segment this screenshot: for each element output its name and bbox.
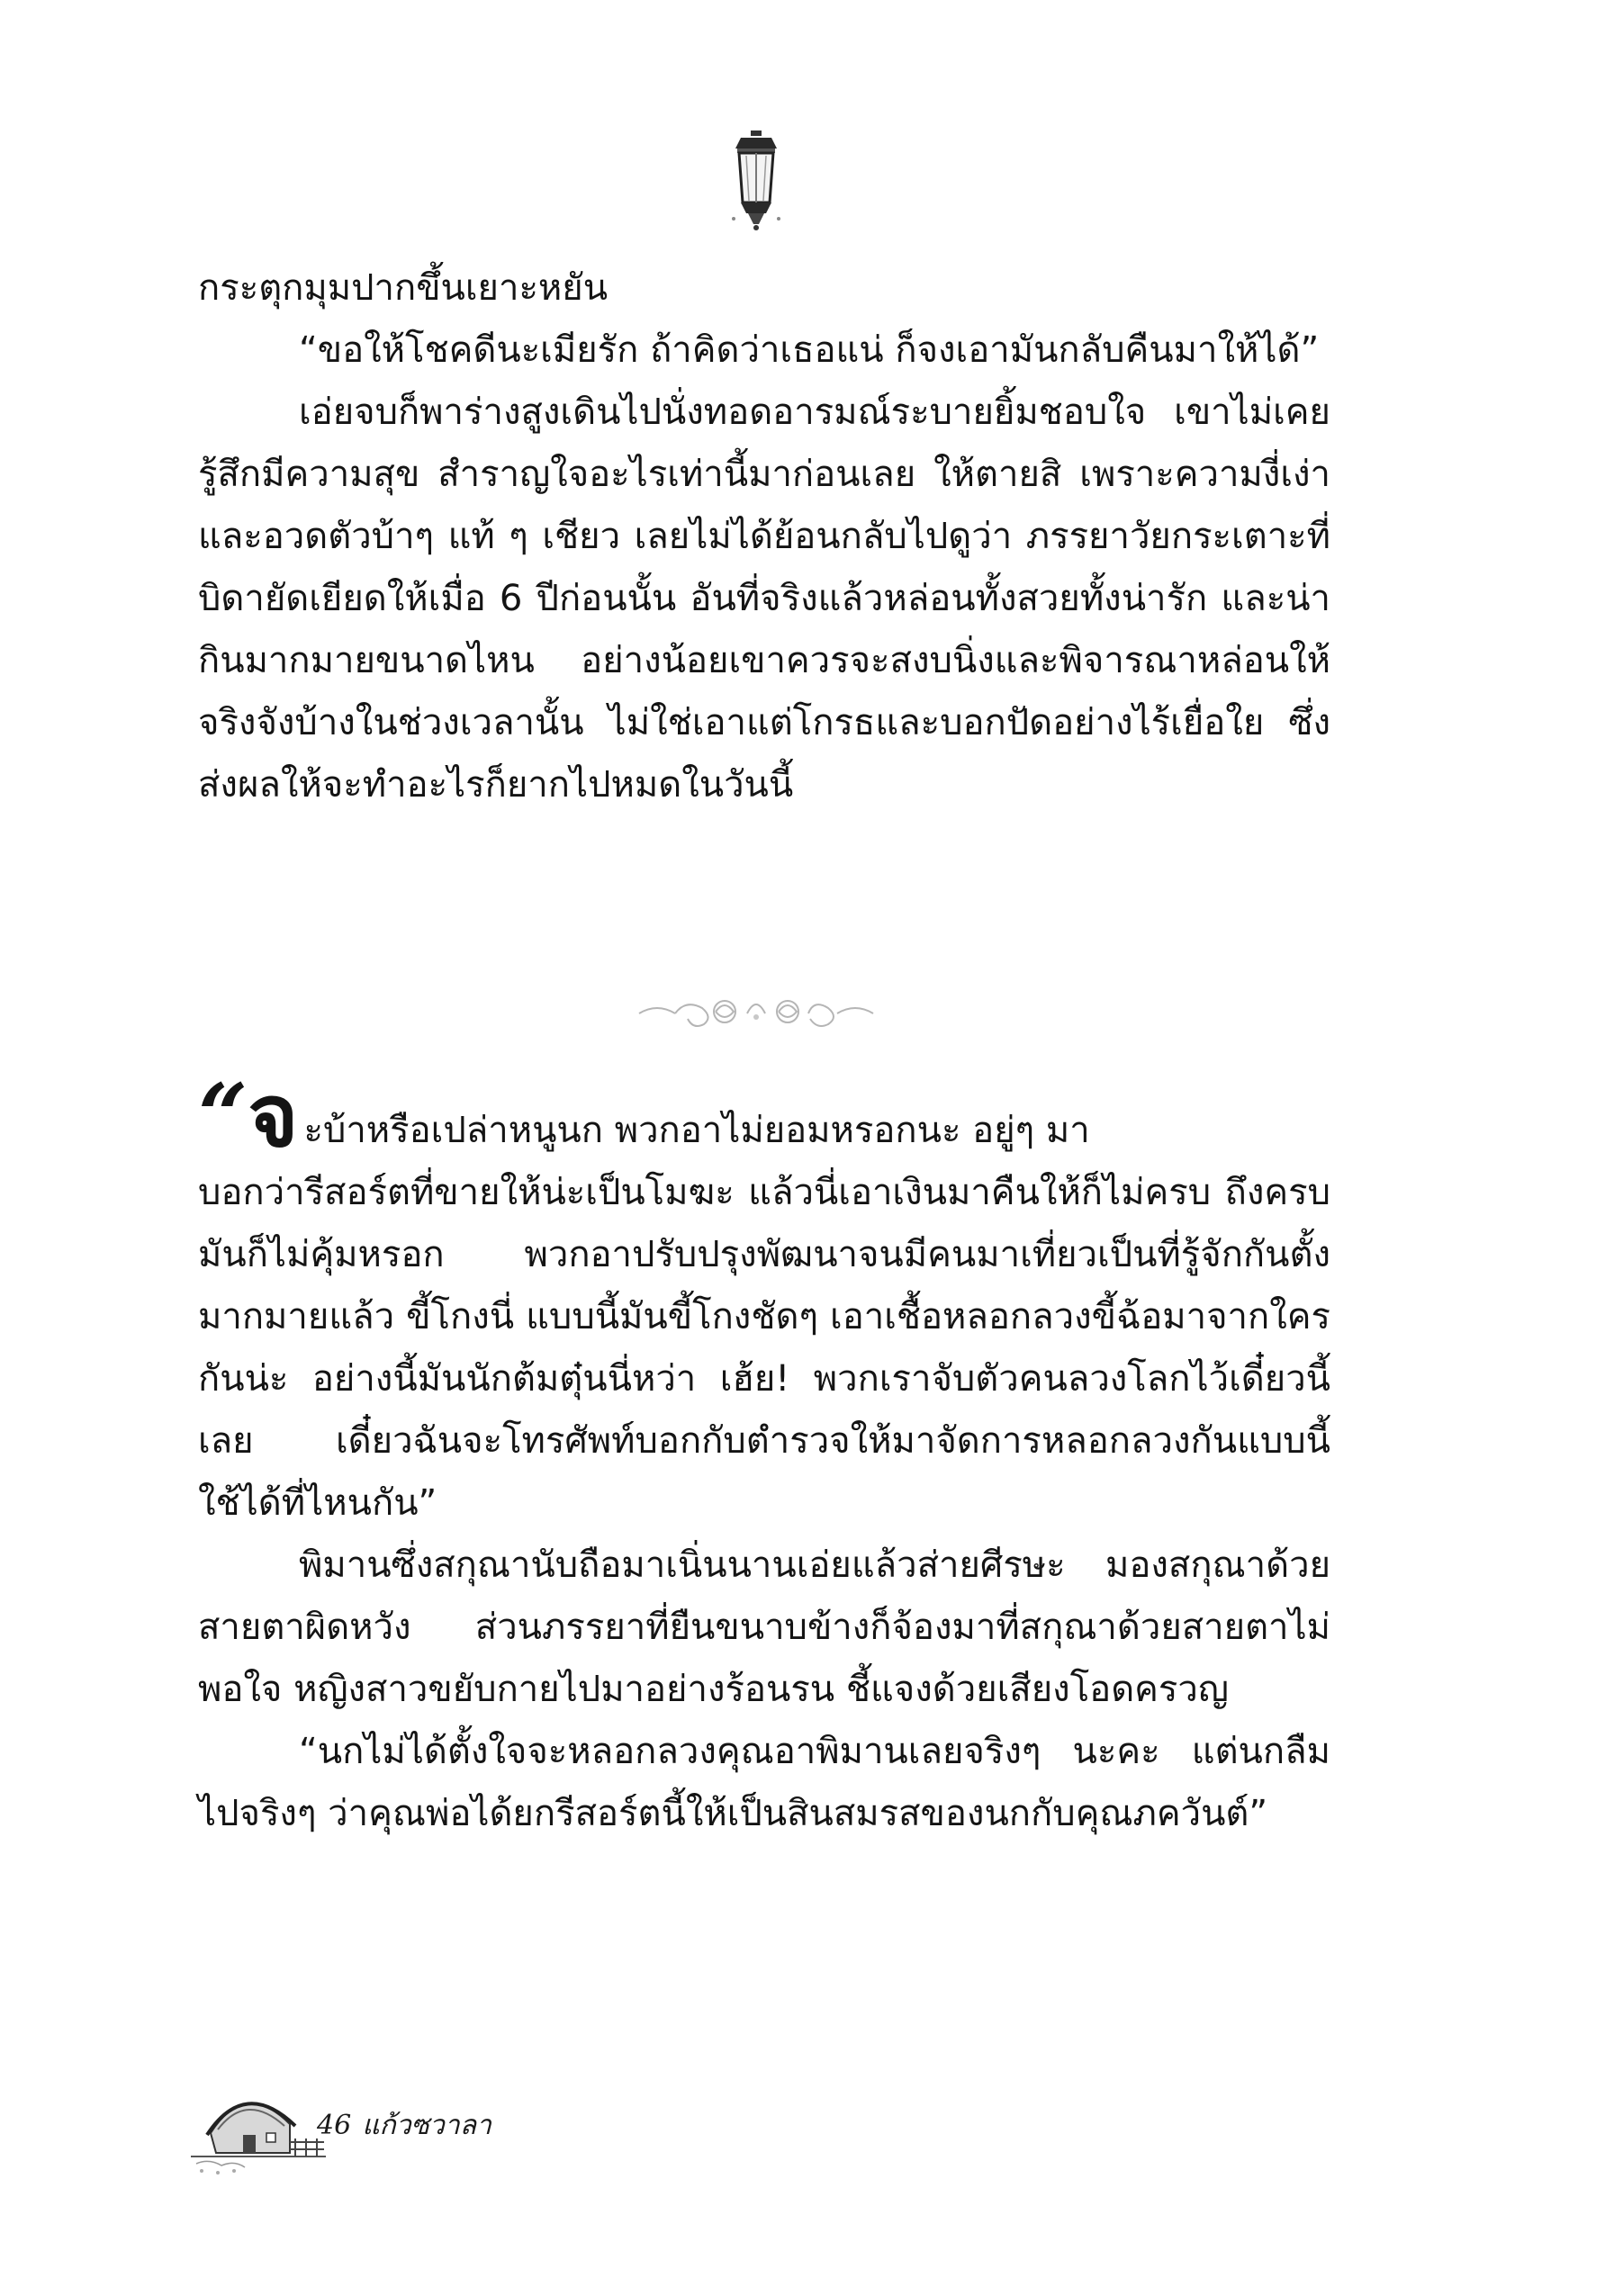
footer-caption [317,2104,502,2147]
paragraph-6: “นกไม่ได้ตั้งใจจะหลอกลวงคุณอาพิมานเลยจริงๆ นะคะ แต่นกลืมไปจริงๆ ว่าคุณพ่อได้ยกรีสอร์ตนี้ให้เป็นสินสมรสของนกกับคุณภควันต์” [198,1731,1330,1834]
page-number: 46 [317,2110,352,2141]
dropcap-line-text: ะบ้าหรือเปล่าหนูนก พวกอาไม่ยอมหรอกนะ อยู่ๆ มา [303,1110,1090,1151]
page-footer [191,2070,731,2178]
section-two [198,1053,1330,1845]
paragraph-4: บอกว่ารีสอร์ตที่ขายให้น่ะเป็นโมฆะ แล้วนี่เอาเงินมาคืนให้ก็ไม่ครบ ถึงครบมันก็ไม่คุ้มหรอก พวกอาปรับปรุงพัฒนาจนมีคนมาเที่ยวเป็นที่รู้จักกันตั้งมากมายแล้ว ขี้โกงนี่ แบบนี้มันขี้โกงชัดๆ เอาเชื้อหลอกลวงขี้ฉ้อมาจากใครกันน่ะ อย่างนี้มันนักต้มตุ๋นนี่หว่า เฮ้ย! พวกเราจับตัวคนลวงโลกไว้เดี๋ยวนี้เลย เดี๋ยวฉันจะโทรศัพท์บอกกับตำรวจให้มาจัดการหลอกลวงกันแบบนี้ใช้ได้ที่ไหนกัน” [198,1172,1330,1524]
paragraph-3: เอ่ยจบก็พาร่างสูงเดินไปนั่งทอดอารมณ์ระบายยิ้มชอบใจ เขาไม่เคยรู้สึกมีความสุข สำราญใจอะไรเท่านี้มาก่อนเลย ให้ตายสิ เพราะความงี่เง่าและอวดตัวบ้าๆ แท้ ๆ เชียว เลยไม่ได้ย้อนกลับไปดูว่า ภรรยาวัยกระเตาะที่บิดายัดเยียดให้เมื่อ 6 ปีก่อนนั้น อันที่จริงแล้วหล่อนทั้งสวยทั้งน่ารัก และน่ากินมากมายขนาดไหน อย่างน้อยเขาควรจะสงบนิ่งและพิจารณาหล่อนให้จริงจังบ้างในช่วงเวลานั้น ไม่ใช่เอาแต่โกรธและบอกปัดอย่างไร้เยื่อใย ซึ่งส่งผลให้จะทำอะไรก็ยากไปหมดในวันนี้ [198,392,1330,806]
section-one [198,257,1330,816]
paragraph-2: “ขอให้โชคดีนะเมียรัก ถ้าคิดว่าเธอแน่ ก็จงเอามันกลับคืนมาให้ได้” [299,329,1320,371]
dropcap-letter: จ [248,1066,299,1166]
dropcap-quote-mark: “ [198,1065,248,1166]
cottage-illustration-icon [191,2070,326,2178]
book-title: แก้วซวาลา [362,2110,491,2141]
dropcap-line [198,1053,1330,1166]
paragraph-5: พิมานซึ่งสกุณานับถือมาเนิ่นนานเอ่ยแล้วส่ายศีรษะ มองสกุณาด้วยสายตาผิดหวัง ส่วนภรรยาที่ยืนขนาบข้างก็จ้องมาที่สกุณาด้วยสายตาไม่พอใจ หญิงสาวขยับกายไปมาอย่างร้อนรน ชี้แจงด้วยเสียงโอดครวญ [198,1544,1330,1710]
lantern-icon [725,131,788,231]
paragraph-1: กระตุกมุมปากขึ้นเยาะหยัน [198,267,609,309]
floral-divider-icon [630,990,882,1033]
